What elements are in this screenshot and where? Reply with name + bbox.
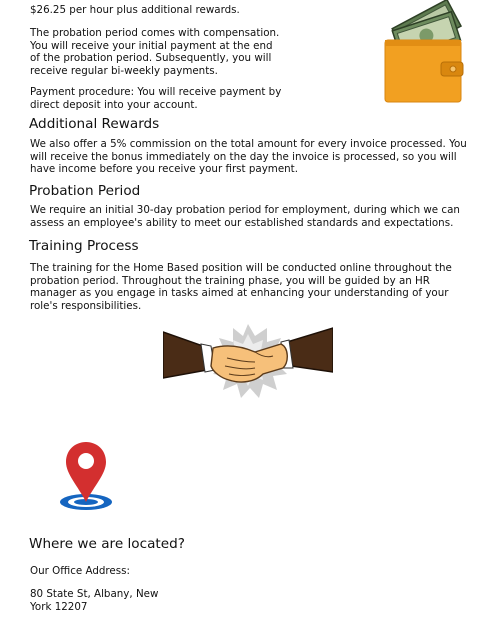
additional-rewards-heading: Additional Rewards (29, 116, 160, 132)
probation-period-heading: Probation Period (29, 183, 141, 199)
office-address-label: Our Office Address: (30, 565, 130, 577)
additional-rewards-text: We also offer a 5% commission on the total amount for every invoice processed. You will receive the bonus immediately on the day the invoice is processed, so you will have income before you receive your first payment. (30, 138, 467, 176)
training-process-heading: Training Process (29, 238, 139, 254)
office-address: 80 State St, Albany, New York 12207 (30, 588, 159, 613)
map-pin-icon (58, 440, 114, 512)
location-heading: Where we are located? (29, 536, 185, 552)
probation-period-text: We require an initial 30-day probation period for employment, during which we can assess an employee's ability to meet our established standards and expectations. (30, 204, 460, 229)
training-process-text: The training for the Home Based position will be conducted online throughout the probation period. Throughout the training phase, you will be guided by an HR manager as you engage in tasks aimed at enhancing your understanding of your role's responsibilities. (30, 262, 452, 312)
wallet-icon (383, 0, 465, 104)
payment-procedure-text: Payment procedure: You will receive payment by direct deposit into your account. (30, 86, 282, 111)
probation-compensation-text: The probation period comes with compensation. You will receive your initial payment at the end of the probation period. Subsequently, you will receive regular bi-weekly payments. (30, 27, 280, 77)
handshake-icon (163, 322, 333, 400)
rate-line: $26.25 per hour plus additional rewards. (30, 4, 240, 16)
